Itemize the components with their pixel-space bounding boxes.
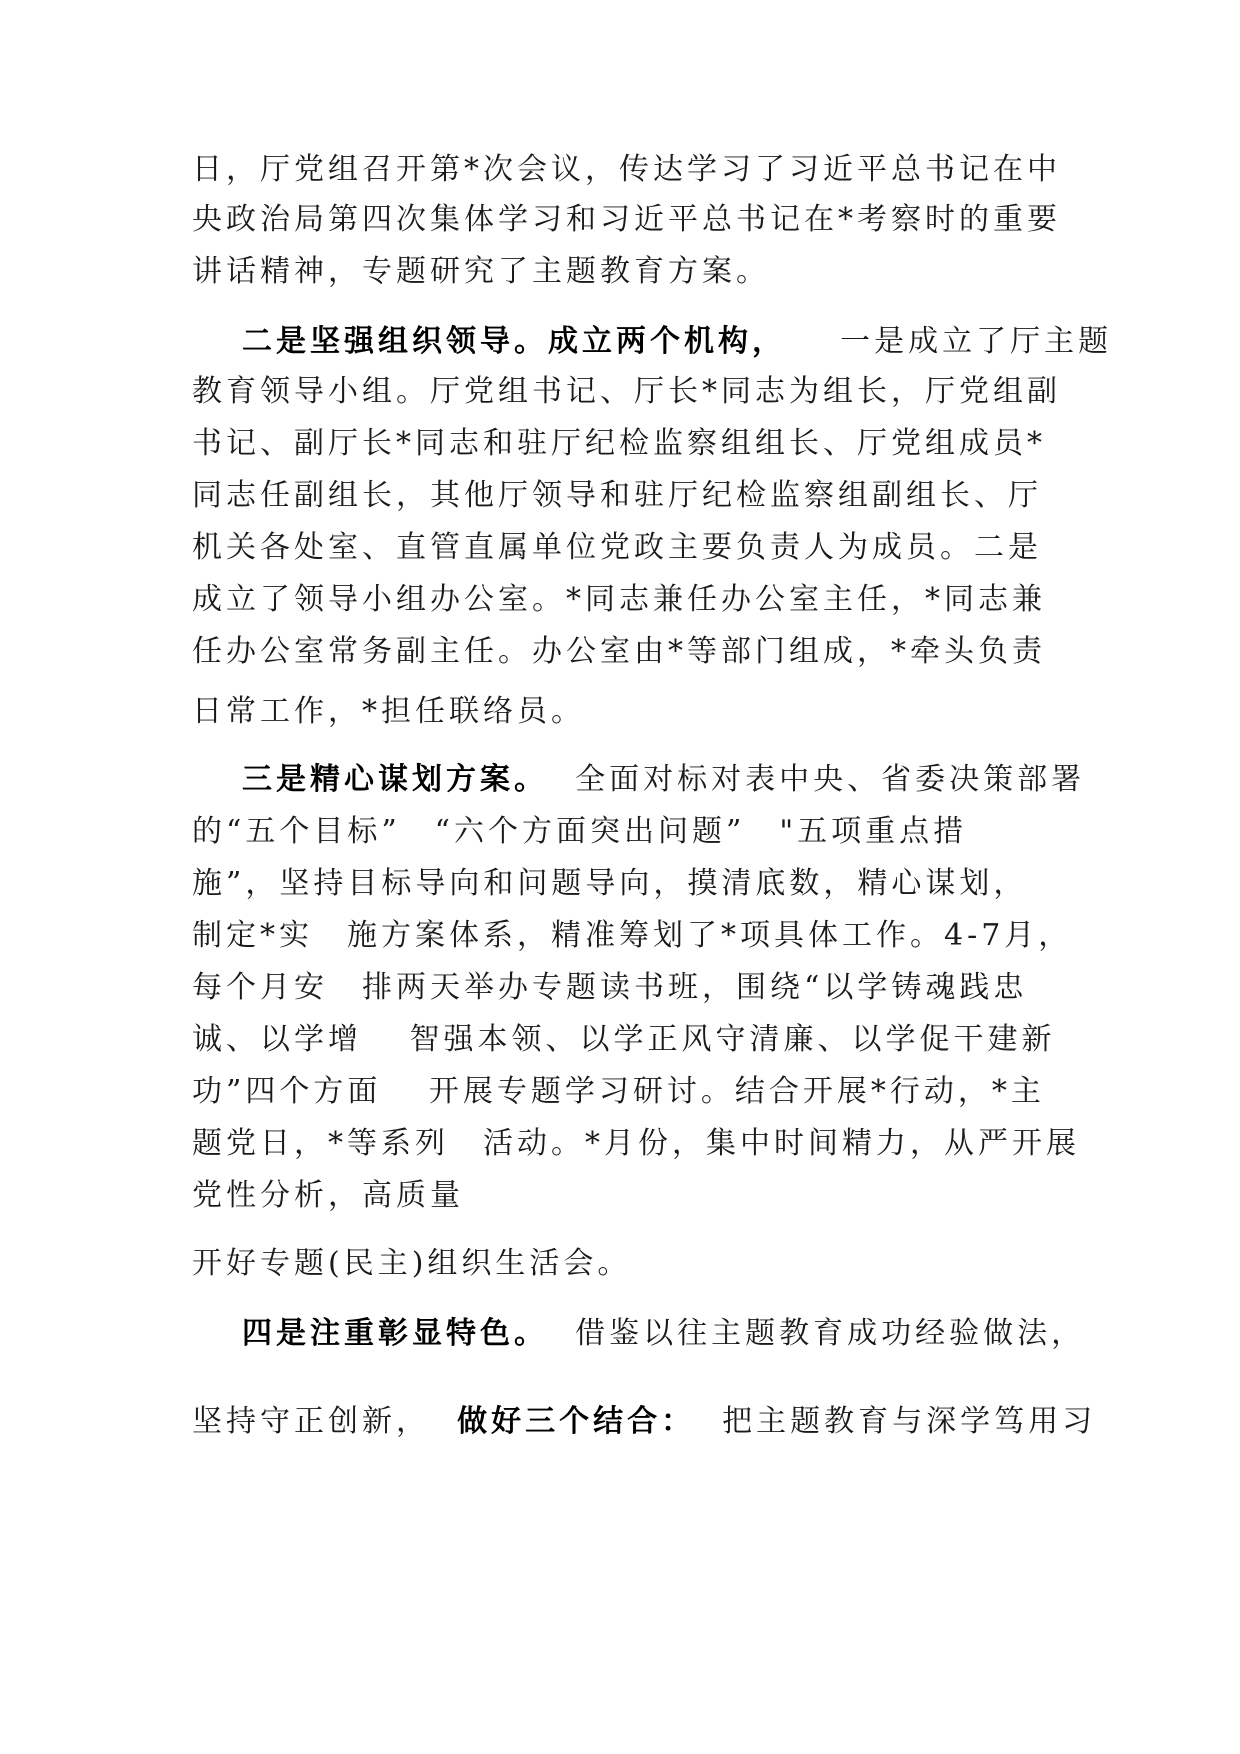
paragraph-line: 央政治局第四次集体学习和习近平总书记在*考察时的重要 [192, 202, 1061, 237]
paragraph-line: 书记、副厅长*同志和驻厅纪检监察组组长、厅党组成员* [192, 426, 1046, 461]
paragraph-text: 坚持守正创新， [192, 1404, 430, 1439]
paragraph-line: 日常工作，*担任联络员。 [192, 694, 585, 729]
paragraph-line: 开好专题(民主)组织生活会。 [192, 1246, 632, 1281]
paragraph-line: 同志任副组长，其他厅领导和驻厅纪检监察组副组长、厅 [192, 478, 1042, 513]
paragraph-text: 借鉴以往主题教育成功经验做法， [575, 1316, 1086, 1351]
paragraph-line: 任办公室常务副主任。办公室由*等部门组成，*牵头负责 [192, 634, 1046, 669]
paragraph-line: 的“五个目标” “六个方面突出问题” "五项重点措 [192, 814, 968, 849]
paragraph-text: 把主题教育与深学笃用习 [722, 1404, 1097, 1439]
paragraph-line: 功”四个方面 开展专题学习研讨。结合开展*行动，*主 [192, 1074, 1045, 1109]
paragraph-line: 题党日，*等系列 活动。*月份，集中时间精力，从严开展 [192, 1126, 1080, 1161]
paragraph-heading-line [242, 1314, 1085, 1354]
paragraph-heading-line [192, 1402, 1096, 1442]
paragraph-line: 教育领导小组。厅党组书记、厅长*同志为组长，厅党组副 [192, 374, 1061, 409]
paragraph-line: 每个月安 排两天举办专题读书班，围绕“以学铸魂践忠 [192, 970, 1028, 1005]
section-heading-3: 三是精心谋划方案。 [242, 762, 548, 797]
paragraph-line: 成立了领导小组办公室。*同志兼任办公室主任，*同志兼 [192, 582, 1046, 617]
section-heading-4: 四是注重彰显特色。 [242, 1316, 548, 1351]
paragraph-heading-line [242, 322, 1112, 362]
paragraph-line: 制定*实 施方案体系，精准筹划了*项具体工作。4-7月， [192, 918, 1073, 953]
paragraph-line: 施”，坚持目标导向和问题导向，摸清底数，精心谋划， [192, 866, 1028, 901]
paragraph-text: 全面对标对表中央、省委决策部署 [575, 762, 1086, 797]
section-heading-2: 二是坚强组织领导。成立两个机构， [242, 324, 786, 359]
paragraph-line: 机关各处室、直管直属单位党政主要负责人为成员。二是 [192, 530, 1042, 565]
paragraph-line: 诚、以学增 智强本领、以学正风守清廉、以学促干建新 [192, 1022, 1056, 1057]
paragraph-text: 一是成立了厅主题 [840, 324, 1113, 359]
paragraph-line: 党性分析，高质量 [192, 1178, 464, 1213]
inline-bold-heading: 做好三个结合： [457, 1404, 696, 1439]
paragraph-heading-line [242, 760, 1085, 800]
paragraph-line: 日，厅党组召开第*次会议，传达学习了习近平总书记在中 [192, 152, 1061, 187]
paragraph-line: 讲话精神，专题研究了主题教育方案。 [192, 254, 770, 289]
